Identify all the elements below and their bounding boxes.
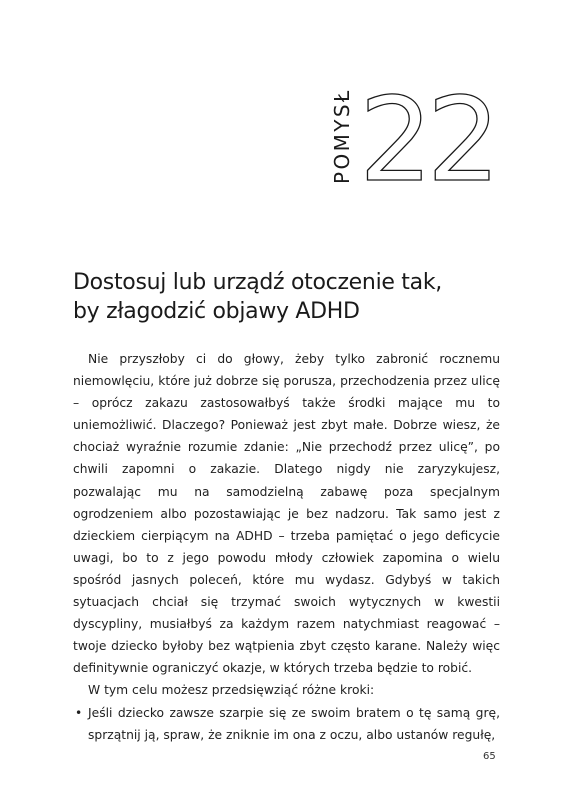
chapter-header-graphic [330,73,510,208]
section-heading-line-2: by złagodzić objawy ADHD [73,299,360,324]
body-paragraph-1: Nie przyszłoby ci do głowy, żeby tylko zabronić rocznemu niemowlęciu, które już dobrze się porusza, przechodzenia przez ulicę – oprócz zakazu zastosowałbyś także środki mające mu to uniemożliwić. Dlaczego? Ponieważ jest zbyt małe. Dobrze wiesz, że chociaż wyraźnie rozumie zdanie: „Nie przechodź przez ulicę”, po chwili zapomni o zakazie. Dlatego nigdy nie zaryzykujesz, pozwalając mu na samodzielną zabawę poza specjalnym ogrodzeniem albo pozostawiając je bez nadzoru. Tak samo jest z dzieckiem cierpiącym na ADHD – trzeba pamiętać o jego deficycie uwagi, bo to z jego powodu młody człowiek zapomina o wielu spośród jasnych poleceń, które mu wydasz. Gdybyś w takich sytuacjach chciał się trzymać swoich wytycznych w kwestii dyscypliny, musiałbyś za każdym razem natychmiast reagować – twoje dziecko byłoby bez wątpienia zbyt często karane. Należy więc definitywnie ograniczyć okazje, w których trzeba będzie to robić. [73,352,500,676]
list-item-text: Jeśli dziecko zawsze szarpie się ze swoim bratem o tę samą grę, sprzątnij ją, spraw, że zniknie im ona z oczu, albo ustanów regułę, [88,705,500,742]
body-text [73,348,500,746]
list-item [73,702,500,746]
body-paragraph-2: W tym celu możesz przedsięwziąć różne kroki: [88,683,375,698]
section-heading [73,268,513,326]
chapter-header [330,73,510,208]
page-number: 65 [483,751,496,762]
steps-list [73,702,500,746]
chapter-number: 22 [359,73,495,208]
section-heading-line-1: Dostosuj lub urządź otoczenie tak, [73,270,442,295]
bullet-icon: • [75,705,83,720]
chapter-label: POMYSŁ [330,88,354,184]
